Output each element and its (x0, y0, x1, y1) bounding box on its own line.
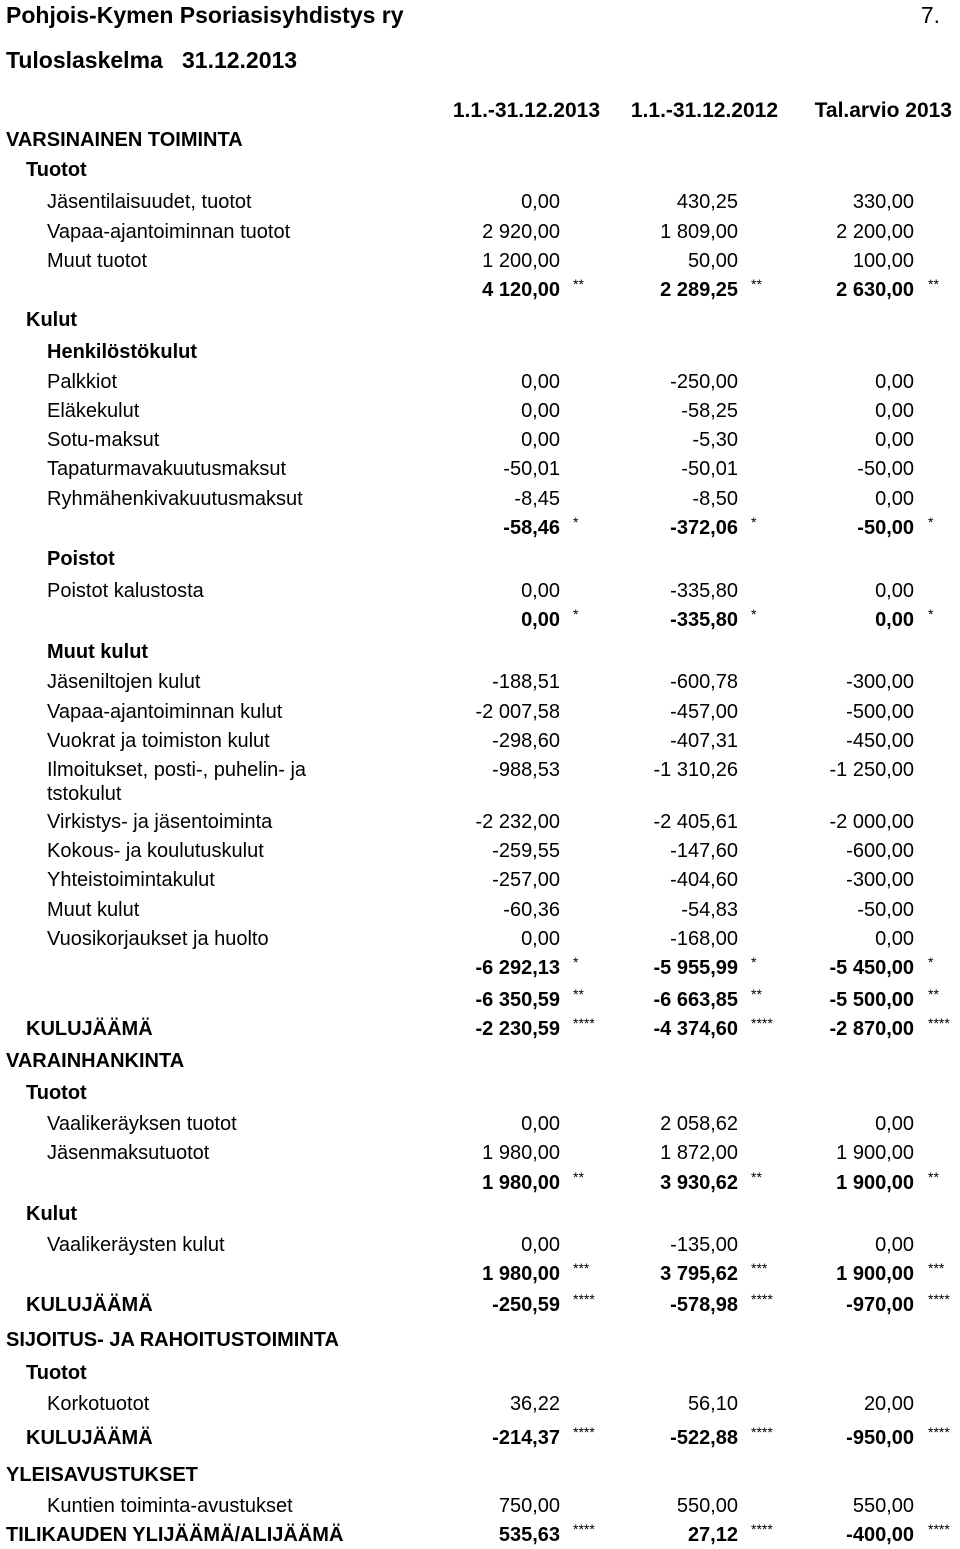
value-cell: -300,00 (846, 869, 914, 891)
value-cell: 1 900,00 (836, 1142, 914, 1164)
value-cell: 2 200,00 (836, 221, 914, 243)
value-cell: 1 809,00 (660, 221, 738, 243)
value-cell: -300,00 (846, 671, 914, 693)
value-cell: -60,36 (503, 899, 560, 921)
row-label: VARSINAINEN TOIMINTA (6, 129, 243, 151)
total-marker: **** (751, 1291, 773, 1307)
value-cell: -450,00 (846, 730, 914, 752)
total-marker: ** (751, 276, 762, 292)
document-title: Tuloslaskelma 31.12.2013 (6, 47, 298, 73)
value-cell: -259,55 (492, 840, 560, 862)
value-cell: -6 350,59 (475, 989, 560, 1011)
row-label: KULUJÄÄMÄ (26, 1018, 153, 1040)
total-marker: ** (573, 986, 584, 1002)
total-marker: **** (751, 1521, 773, 1537)
value-cell: -500,00 (846, 701, 914, 723)
row-label: Vapaa-ajantoiminnan kulut (47, 701, 283, 723)
value-cell: -407,31 (670, 730, 738, 752)
row-label: YLEISAVUSTUKSET (6, 1464, 198, 1486)
value-cell: -50,00 (857, 458, 914, 480)
row-label: Henkilöstökulut (47, 341, 198, 363)
total-marker: * (751, 606, 757, 622)
value-cell: 1 980,00 (482, 1142, 560, 1164)
total-marker: *** (573, 1260, 590, 1276)
row-label: Kuntien toiminta-avustukset (47, 1495, 293, 1517)
column-header-budget: Tal.arvio 2013 (814, 99, 952, 122)
value-cell: 0,00 (875, 580, 914, 602)
value-cell: 2 058,62 (660, 1113, 738, 1135)
row-label: Tuotot (26, 159, 87, 181)
value-cell: 0,00 (875, 400, 914, 422)
value-cell: 0,00 (521, 1113, 560, 1135)
value-cell: 2 289,25 (660, 279, 738, 301)
value-cell: 330,00 (852, 191, 914, 213)
value-cell: -372,06 (670, 517, 738, 539)
value-cell: 0,00 (521, 191, 560, 213)
value-cell: 0,00 (875, 1113, 914, 1135)
row-label: KULUJÄÄMÄ (26, 1294, 153, 1316)
value-cell: -8,45 (514, 488, 560, 510)
value-cell: 4 120,00 (482, 279, 560, 301)
value-cell: -50,00 (857, 899, 914, 921)
value-cell: -54,83 (681, 899, 738, 921)
value-cell: 750,00 (498, 1495, 560, 1517)
total-marker: * (751, 954, 757, 970)
row-label: Vaalikeräyksen tuotot (47, 1113, 237, 1135)
total-marker: ** (928, 986, 939, 1002)
row-label: Kulut (26, 1203, 78, 1225)
row-label: Jäsenmaksutuotot (47, 1142, 210, 1164)
row-label: Jäseniltojen kulut (47, 671, 201, 693)
value-cell: -2 007,58 (475, 701, 560, 723)
row-label: VARAINHANKINTA (6, 1050, 185, 1072)
value-cell: -58,46 (503, 517, 560, 539)
row-label: Korkotuotot (47, 1393, 150, 1415)
total-marker: ** (573, 1169, 584, 1185)
value-cell: 2 630,00 (836, 279, 914, 301)
value-cell: -50,01 (503, 458, 560, 480)
total-marker: ** (928, 1169, 939, 1185)
value-cell: 550,00 (852, 1495, 914, 1517)
value-cell: -600,78 (670, 671, 738, 693)
total-marker: **** (573, 1521, 595, 1537)
value-cell: 550,00 (676, 1495, 738, 1517)
value-cell: -522,88 (670, 1427, 738, 1449)
total-marker: ** (751, 986, 762, 1002)
value-cell: 0,00 (521, 580, 560, 602)
total-marker: **** (928, 1521, 950, 1537)
row-label: Eläkekulut (47, 400, 140, 422)
value-cell: 20,00 (863, 1393, 914, 1415)
value-cell: -250,59 (492, 1294, 560, 1316)
value-cell: -168,00 (670, 928, 738, 950)
value-cell: -188,51 (492, 671, 560, 693)
value-cell: -5 955,99 (653, 957, 738, 979)
row-label: Tuotot (26, 1362, 87, 1384)
value-cell: -50,01 (681, 458, 738, 480)
value-cell: -2 870,00 (829, 1018, 914, 1040)
value-cell: -2 405,61 (653, 811, 738, 833)
value-cell: -5 500,00 (829, 989, 914, 1011)
value-cell: 27,12 (687, 1524, 738, 1546)
value-cell: -250,00 (670, 371, 738, 393)
value-cell: -1 310,26 (653, 759, 738, 781)
value-cell: 1 900,00 (836, 1172, 914, 1194)
value-cell: 0,00 (521, 928, 560, 950)
value-cell: 36,22 (509, 1393, 560, 1415)
total-marker: * (928, 514, 934, 530)
row-label: TILIKAUDEN YLIJÄÄMÄ/ALIJÄÄMÄ (6, 1524, 344, 1546)
total-marker: **** (573, 1291, 595, 1307)
value-cell: 0,00 (875, 609, 914, 631)
value-cell: -6 292,13 (475, 957, 560, 979)
total-marker: **** (928, 1424, 950, 1440)
value-cell: -457,00 (670, 701, 738, 723)
value-cell: -147,60 (670, 840, 738, 862)
value-cell: -2 230,59 (475, 1018, 560, 1040)
value-cell: 56,10 (687, 1393, 738, 1415)
value-cell: 3 795,62 (660, 1263, 738, 1285)
row-label: Vuosikorjaukset ja huolto (47, 928, 269, 950)
value-cell: 0,00 (521, 1234, 560, 1256)
total-marker: * (573, 606, 579, 622)
row-label: Poistot (47, 548, 115, 570)
value-cell: 1 872,00 (660, 1142, 738, 1164)
row-label: Muut tuotot (47, 250, 148, 272)
value-cell: 535,63 (498, 1524, 560, 1546)
value-cell: -5 450,00 (829, 957, 914, 979)
value-cell: -257,00 (492, 869, 560, 891)
value-cell: -5,30 (692, 429, 738, 451)
value-cell: -8,50 (692, 488, 738, 510)
row-label: Jäsentilaisuudet, tuotot (47, 191, 252, 213)
total-marker: ** (928, 276, 939, 292)
value-cell: 0,00 (875, 928, 914, 950)
value-cell: 2 920,00 (482, 221, 560, 243)
row-label: Kulut (26, 309, 78, 331)
column-header-2013: 1.1.-31.12.2013 (452, 99, 600, 122)
row-label: SIJOITUS- JA RAHOITUSTOIMINTA (6, 1329, 339, 1351)
row-label: Tapaturmavakuutusmaksut (47, 458, 287, 480)
value-cell: 0,00 (521, 371, 560, 393)
total-marker: * (573, 954, 579, 970)
value-cell: -135,00 (670, 1234, 738, 1256)
value-cell: -6 663,85 (653, 989, 738, 1011)
row-label: Poistot kalustosta (47, 580, 204, 602)
total-marker: * (573, 514, 579, 530)
value-cell: -2 232,00 (475, 811, 560, 833)
total-marker: **** (573, 1015, 595, 1031)
value-cell: 100,00 (852, 250, 914, 272)
row-label: Muut kulut (47, 641, 149, 663)
value-cell: -298,60 (492, 730, 560, 752)
total-marker: * (751, 514, 757, 530)
total-marker: * (928, 954, 934, 970)
total-marker: *** (751, 1260, 768, 1276)
row-label: Sotu-maksut (47, 429, 160, 451)
value-cell: -58,25 (681, 400, 738, 422)
total-marker: ** (751, 1169, 762, 1185)
value-cell: 0,00 (521, 429, 560, 451)
total-marker: ** (573, 276, 584, 292)
value-cell: 0,00 (875, 429, 914, 451)
value-cell: 1 900,00 (836, 1263, 914, 1285)
row-label: Palkkiot (47, 371, 118, 393)
value-cell: -950,00 (846, 1427, 914, 1449)
total-marker: **** (928, 1291, 950, 1307)
value-cell: 0,00 (875, 1234, 914, 1256)
value-cell: -400,00 (846, 1524, 914, 1546)
total-marker: *** (928, 1260, 945, 1276)
value-cell: 3 930,62 (660, 1172, 738, 1194)
total-marker: **** (928, 1015, 950, 1031)
value-cell: -970,00 (846, 1294, 914, 1316)
value-cell: -404,60 (670, 869, 738, 891)
value-cell: -2 000,00 (829, 811, 914, 833)
value-cell: -335,80 (670, 609, 738, 631)
row-label: Ilmoitukset, posti-, puhelin- ja tstokulut (47, 759, 307, 805)
value-cell: 50,00 (687, 250, 738, 272)
value-cell: -600,00 (846, 840, 914, 862)
row-label: Vaalikeräysten kulut (47, 1234, 225, 1256)
value-cell: -578,98 (670, 1294, 738, 1316)
row-label: Vapaa-ajantoiminnan tuotot (47, 221, 291, 243)
value-cell: -988,53 (492, 759, 560, 781)
value-cell: -335,80 (670, 580, 738, 602)
row-label: Virkistys- ja jäsentoiminta (47, 811, 273, 833)
value-cell: 1 980,00 (482, 1172, 560, 1194)
row-label: Muut kulut (47, 899, 140, 921)
organization-name: Pohjois-Kymen Psoriasisyhdistys ry (6, 2, 404, 28)
value-cell: -1 250,00 (829, 759, 914, 781)
value-cell: 0,00 (521, 400, 560, 422)
value-cell: 0,00 (875, 488, 914, 510)
value-cell: 0,00 (875, 371, 914, 393)
total-marker: **** (751, 1424, 773, 1440)
value-cell: -4 374,60 (653, 1018, 738, 1040)
row-label: Yhteistoimintakulut (47, 869, 215, 891)
total-marker: **** (751, 1015, 773, 1031)
total-marker: **** (573, 1424, 595, 1440)
row-label: Tuotot (26, 1082, 87, 1104)
value-cell: -214,37 (492, 1427, 560, 1449)
value-cell: -50,00 (857, 517, 914, 539)
row-label: Vuokrat ja toimiston kulut (47, 730, 270, 752)
value-cell: 430,25 (676, 191, 738, 213)
row-label: KULUJÄÄMÄ (26, 1427, 153, 1449)
column-header-2012: 1.1.-31.12.2012 (630, 99, 778, 122)
row-label: Kokous- ja koulutuskulut (47, 840, 264, 862)
page-number: 7. (920, 2, 940, 28)
value-cell: 1 200,00 (482, 250, 560, 272)
total-marker: * (928, 606, 934, 622)
value-cell: 1 980,00 (482, 1263, 560, 1285)
value-cell: 0,00 (521, 609, 560, 631)
row-label: Ryhmähenkivakuutusmaksut (47, 488, 303, 510)
